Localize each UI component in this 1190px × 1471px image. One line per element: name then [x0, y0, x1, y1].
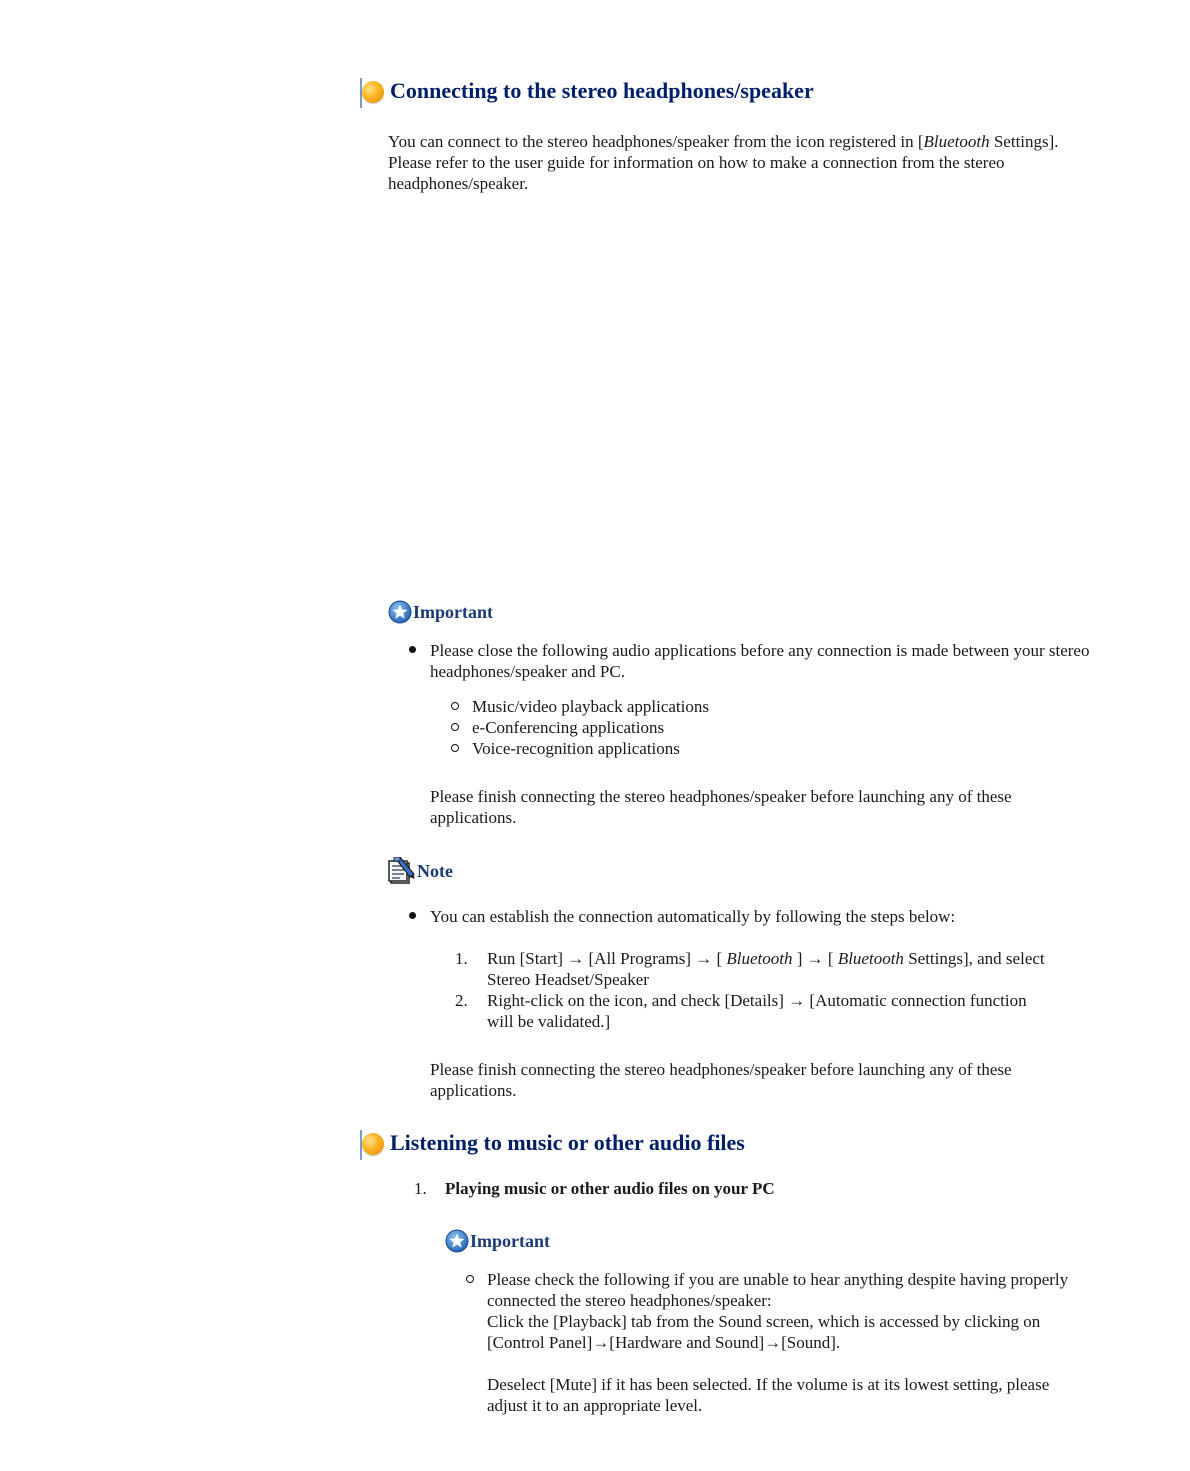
orange-orb-icon: [358, 78, 384, 104]
step-1-text: Run [Start] → [All Programs] → [ Bluetooth ] → [ Bluetooth Settings], and select Stereo Headset/Speaker: [487, 949, 1045, 989]
note-footer-text: Please finish connecting the stereo headphones/speaker before launching any of these applications.: [430, 1060, 1012, 1100]
section-title: Connecting to the stereo headphones/speaker: [390, 78, 814, 103]
bullet-circle: [451, 723, 459, 731]
intro-paragraph: You can connect to the stereo headphones/speaker from the icon registered in [Bluetooth Settings]. Please refer to the user guide for information on how to make a connection from the stereo headphones/speaker.: [388, 132, 1059, 193]
note-bullet-text: You can establish the connection automatically by following the steps below:: [430, 907, 956, 926]
important2-line2: Click the [Playback] tab from the Sound screen, which is accessed by clicking on [Control Panel]→[Hardware and Sound]→[Sound].: [487, 1312, 1041, 1352]
important-bullet-text: Please close the following audio applications before any connection is made between your stereo headphones/speaker and PC.: [430, 641, 1090, 681]
important-label: Important: [470, 1230, 550, 1251]
important-callout-heading: [445, 1228, 550, 1254]
important-footer-text: Please finish connecting the stereo headphones/speaker before launching any of these applications.: [430, 787, 1012, 827]
important2-line1: Please check the following if you are unable to hear anything despite having properly connected the stereo headphones/speaker:: [487, 1270, 1069, 1310]
star-badge-icon: [445, 1229, 469, 1253]
star-badge-icon: [388, 600, 412, 624]
bullet-disc: [409, 646, 416, 653]
bullet-circle: [451, 744, 459, 752]
important-callout-heading: [388, 599, 493, 625]
note-label: Note: [417, 860, 453, 881]
section-title: Listening to music or other audio files: [390, 1130, 745, 1155]
note-callout-heading: [386, 858, 453, 884]
important2-line3: Deselect [Mute] if it has been selected. If the volume is at its lowest setting, please adjust it to an appropriate level.: [487, 1375, 1050, 1415]
bullet-disc: [409, 912, 416, 919]
bullet-circle: [466, 1275, 474, 1283]
step-number: 2.: [455, 991, 468, 1010]
orange-orb-icon: [358, 1130, 384, 1156]
notepad-pencil-icon: [386, 857, 416, 885]
app-item: e-Conferencing applications: [472, 718, 665, 737]
item-number: 1.: [414, 1179, 427, 1198]
section-heading-connecting: [358, 74, 814, 108]
item-title: Playing music or other audio files on your PC: [445, 1179, 775, 1198]
step-2-text: Right-click on the icon, and check [Details] → [Automatic connection function will be validated.]: [487, 991, 1027, 1031]
app-item: Music/video playback applications: [472, 697, 709, 716]
step-number: 1.: [455, 949, 468, 968]
important-label: Important: [413, 601, 493, 622]
section-heading-listening: [358, 1126, 745, 1160]
bullet-circle: [451, 702, 459, 710]
app-item: Voice-recognition applications: [472, 739, 680, 758]
